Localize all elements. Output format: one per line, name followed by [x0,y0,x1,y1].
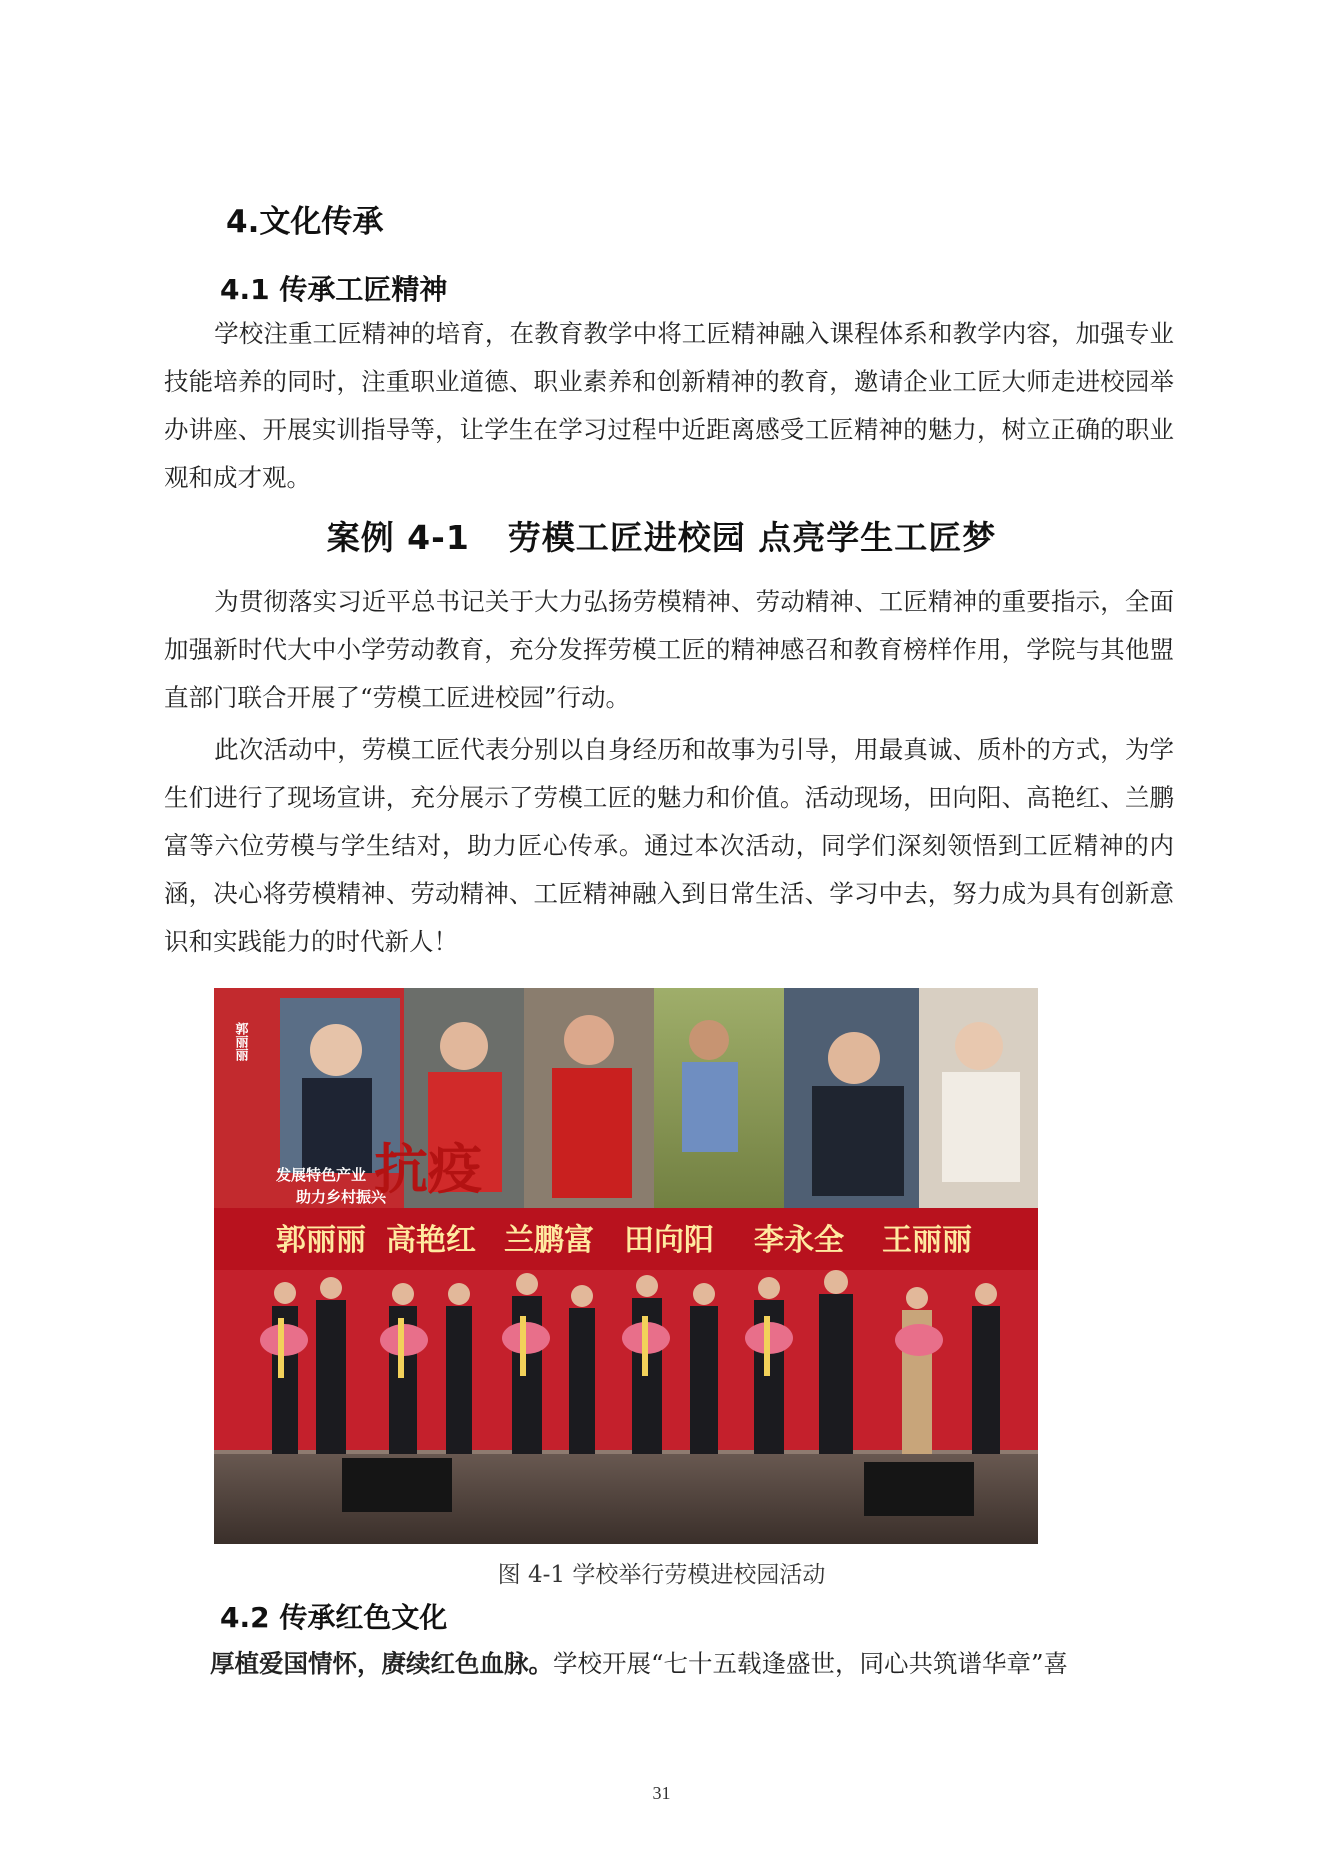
stage-speaker-left [342,1458,452,1512]
red-culture-text: 学校开展“七十五载逢盛世，同心共筑谱华章”喜 [553,1649,1069,1678]
screen-name-2: 高艳红 [386,1223,476,1258]
stage-speaker-right [864,1462,974,1516]
event-photo-illustration [214,988,1038,1544]
screen-name-5: 李永全 [754,1223,844,1258]
screen-slogan-1: 发展特色产业 [276,1166,367,1184]
case-paragraph-1-text: 为贯彻落实习近平总书记关于大力弘扬劳模精神、劳动精神、工匠精神的重要指示，全面加强新时代大中小学劳动教育，充分发挥劳模工匠的精神感召和教育榜样作用，学院与其他盟直部门联合开展了“劳模工匠进校园”行动。 [164,587,1174,712]
figure-caption: 图 4-1 学校举行劳模进校园活动 [497,1562,826,1588]
red-culture-lead: 厚植爱国情怀，赓续红色血脉。 [210,1649,553,1678]
screen-name-4: 田向阳 [624,1223,714,1258]
case-paragraph-1 [164,578,1174,722]
screen-name-6: 王丽丽 [882,1223,972,1258]
case-paragraph-2 [164,726,1174,966]
screen-name-1: 郭丽丽 [276,1223,366,1258]
event-photo [214,988,1038,1544]
paragraph-craftsman-spirit [164,310,1174,502]
screen-name-3: 兰鹏富 [504,1223,594,1258]
vertical-banner: 郭丽丽 [232,1022,248,1061]
case-title-text: 劳模工匠进校园 点亮学生工匠梦 [507,518,997,557]
paragraph-craftsman-text: 学校注重工匠精神的培育，在教育教学中将工匠精神融入课程体系和教学内容，加强专业技能培养的同时，注重职业道德、职业素养和创新精神的教育，邀请企业工匠大师走进校园举办讲座、开展实训指导等，让学生在学习过程中近距离感受工匠精神的魅力，树立正确的职业观和成才观。 [164,319,1174,492]
page-number: 31 [652,1783,671,1803]
case-label: 案例 4-1 [326,518,470,557]
subsection-heading-red-culture: 4.2 传承红色文化 [220,1601,448,1634]
subsection-heading-craftsman: 4.1 传承工匠精神 [220,273,448,306]
screen-brush-text: 抗疫 [374,1137,482,1201]
case-paragraph-2-text: 此次活动中，劳模工匠代表分别以自身经历和故事为引导，用最真诚、质朴的方式，为学生们进行了现场宣讲，充分展示了劳模工匠的魅力和价值。活动现场，田向阳、高艳红、兰鹏富等六位劳模与学生结对，助力匠心传承。通过本次活动，同学们深刻领悟到工匠精神的内涵，决心将劳模精神、劳动精神、工匠精神融入到日常生活、学习中去，努力成为具有创新意识和实践能力的时代新人！ [164,735,1174,956]
paragraph-red-culture [210,1640,1174,1688]
screen-slogan-2: 助力乡村振兴 [296,1188,387,1206]
case-title [0,512,1323,559]
section-heading: 4.文化传承 [226,204,384,240]
